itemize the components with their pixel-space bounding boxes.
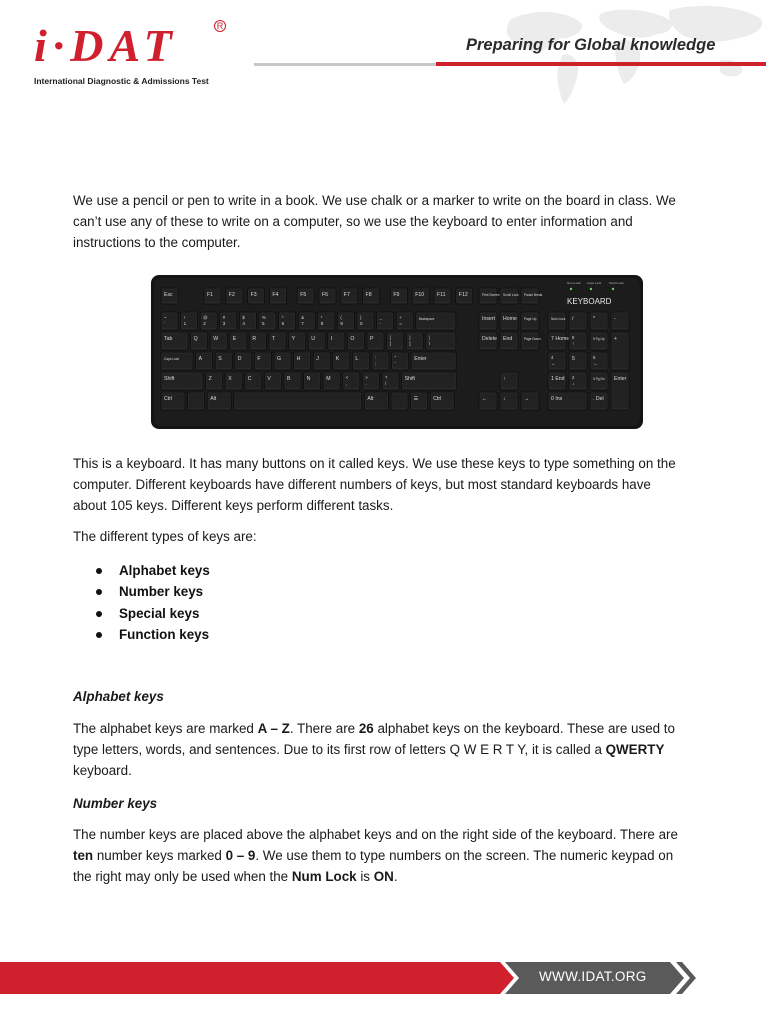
registered-mark: R [214,20,226,32]
svg-text:9 Pg Up: 9 Pg Up [593,337,605,341]
keyboard-key [188,392,205,410]
svg-text:8: 8 [320,321,324,326]
svg-text:F7: F7 [343,292,350,298]
key-types-list [96,560,210,645]
text-run-bold: QWERTY [605,741,665,757]
key-types-intro [73,527,723,548]
text-run: alphabet keys on the keyboard. These are used to [373,721,675,736]
svg-text:]: ] [409,341,411,346]
keyboard-key [382,372,399,390]
list-item [96,560,210,581]
svg-text:}: } [409,335,411,340]
svg-text:Num Lock: Num Lock [551,317,566,321]
svg-text:|: | [428,335,430,340]
svg-text:[: [ [389,341,391,346]
key-numpad [569,312,587,330]
svg-text:;: ; [375,361,377,366]
svg-text:O: O [350,336,355,342]
keyboard-key [191,332,208,350]
keyboard-key [333,352,350,370]
svg-text:Home: Home [503,316,517,322]
svg-text:Delete: Delete [482,336,497,342]
keyboard-key [298,312,315,330]
key-navigation [479,312,497,330]
svg-text:Alt: Alt [367,396,374,402]
keyboard-key [215,352,232,370]
key-types-intro-text: The different types of keys are: [73,529,257,544]
key-function [226,288,243,304]
key-numpad [548,332,569,350]
key-navigation [479,332,497,350]
svg-text:9: 9 [340,321,343,326]
keyboard-key [416,312,456,330]
svg-text:-: - [379,321,382,326]
description-line: computer. Different keyboards have different numbers of keys, but most standard keyboards have [73,476,651,492]
svg-text:Scroll Lock: Scroll Lock [503,293,519,297]
svg-text:+: + [399,315,402,320]
keyboard-key [367,332,384,350]
keyboard-key [207,392,231,410]
keyboard-key [430,392,454,410]
list-item-label: Special keys [119,605,200,621]
intro-paragraph [73,191,723,253]
svg-text:": " [394,355,397,360]
led-indicator [570,288,572,290]
keyboard-key [396,312,413,330]
list-item [96,624,210,645]
number-line [73,846,723,867]
key-function [412,288,429,304]
key-numpad [590,352,608,370]
svg-text:0: 0 [360,321,363,326]
number-keys-paragraph [73,825,723,887]
svg-text:@: @ [203,315,208,320]
svg-text:/: / [572,316,574,322]
svg-text:Print Screen: Print Screen [482,293,500,297]
keyboard-key [161,332,188,350]
svg-text:↓: ↓ [572,381,575,386]
alphabet-line [73,740,723,761]
keyboard-key [289,332,306,350]
svg-text:Enter: Enter [614,376,627,382]
svg-text:L: L [355,356,359,362]
svg-text:F1: F1 [207,292,214,298]
led-indicator [590,288,592,290]
svg-text:W: W [213,336,219,342]
header-divider-red [436,62,766,66]
svg-text:<: < [345,375,349,380]
svg-text:4: 4 [551,355,554,360]
key-esc [161,288,178,304]
alphabet-keys-heading: Alphabet keys [73,689,164,704]
key-function [341,288,358,304]
key-navigation [521,312,539,330]
svg-text:←: ← [482,396,488,402]
list-item [96,603,210,624]
list-item-label: Function keys [119,626,210,642]
keyboard-key [264,372,281,390]
svg-text::: : [375,355,377,360]
svg-text:F8: F8 [365,292,372,298]
key-numpad [590,332,608,350]
key-numpad [548,312,566,330]
svg-text:3 Pg Dn: 3 Pg Dn [593,377,605,381]
keyboard-key [161,312,178,330]
text-run-bold: 0 – 9 [225,847,256,863]
svg-text:→: → [593,361,598,366]
svg-text:Caps Lock: Caps Lock [164,357,180,361]
key-function [434,288,451,304]
svg-text:☰: ☰ [413,396,419,402]
svg-text:G: G [277,356,282,362]
number-line: The number keys are placed above the alphabet keys and on the right side of the keyboard. There are [73,827,678,842]
svg-text:=: = [399,321,402,326]
text-run: The alphabet keys are marked [73,721,258,736]
key-numpad-plus [611,332,629,370]
intro-line: instructions to the computer. [73,234,241,250]
svg-text:2: 2 [203,321,206,326]
keyboard-key [362,372,379,390]
svg-text:←: ← [551,361,556,366]
svg-text:%: % [262,315,266,320]
svg-text:0 Ins: 0 Ins [551,396,563,402]
keyboard-key [161,392,185,410]
keyboard-key [337,312,354,330]
svg-text:,: , [345,381,348,386]
svg-text:1 End: 1 End [551,376,565,382]
keyboard-key [343,372,360,390]
svg-text:Y: Y [291,336,296,342]
svg-text:>: > [365,375,368,380]
key-numpad-zero [548,392,587,410]
keyboard-key [210,332,227,350]
description-line: about 105 keys. Different keys perform different tasks. [73,497,394,513]
key-navigation [500,312,518,330]
svg-text:~: ~ [164,315,167,320]
key-arrow-down [500,392,518,410]
keyboard-key [230,332,247,350]
svg-text:T: T [272,336,276,342]
keyboard-key [234,392,362,410]
keyboard-key [364,392,388,410]
svg-text:': ' [394,361,396,366]
svg-text:↓: ↓ [503,396,506,402]
svg-text:?: ? [385,375,388,380]
keyboard-key [200,312,217,330]
intro-line: can’t use any of these to write on a computer, so we use the keyboard to enter information and [73,213,633,229]
key-numpad [548,372,566,390]
list-item [96,581,210,602]
text-run-bold: ON [373,868,394,884]
svg-text:F: F [257,356,261,362]
key-scroll-lock [500,288,519,304]
keyboard-key [392,352,409,370]
key-function [456,288,473,304]
svg-text:/: / [385,381,387,386]
keyboard-key [259,312,276,330]
svg-text:S: S [218,356,222,362]
number-keys-heading-wrap [73,794,723,815]
idat-logo[interactable] [30,18,230,88]
svg-text:8: 8 [572,335,575,340]
keyboard-key [387,332,404,350]
keyboard-key [206,372,223,390]
number-line [73,867,723,888]
key-function [319,288,336,304]
svg-text:I: I [330,336,333,342]
keyboard-key [294,352,311,370]
keyboard-key [426,332,456,350]
keyboard-key [357,312,374,330]
svg-text:7 Home: 7 Home [551,336,570,342]
svg-text:*: * [320,315,323,320]
led-label: Scroll Lock [609,281,624,285]
svg-text:→: → [524,396,530,402]
keyboard-key [181,312,198,330]
svg-text:Ctrl: Ctrl [433,396,442,402]
svg-text:Enter: Enter [414,356,427,362]
keyboard-key [235,352,252,370]
keyboard-key [411,352,456,370]
header-tagline: Preparing for Global knowledge [466,36,716,54]
keyboard-key [245,372,262,390]
svg-text:F12: F12 [458,292,468,298]
logo-subtitle: International Diagnostic & Admissions Test [34,76,209,86]
text-run: number keys marked [93,847,226,863]
svg-text:{: { [389,335,392,340]
svg-text:Alt: Alt [210,396,217,402]
svg-text:&: & [301,315,304,320]
keyboard-key [304,372,321,390]
key-numpad [611,312,629,330]
key-print-screen [479,288,500,304]
key-function [204,288,221,304]
key-arrow-up [500,372,518,390]
key-numpad-decimal [590,392,608,410]
svg-text:`: ` [164,321,166,326]
number-keys-heading: Number keys [73,796,158,811]
svg-text:^: ^ [281,315,284,320]
text-run: . There are [289,721,359,736]
key-function [248,288,265,304]
intro-line: We use a pencil or pen to write in a book. We use chalk or a marker to write on the board in class. We [73,193,676,208]
svg-text:6: 6 [593,355,596,360]
svg-text:X: X [228,376,232,382]
svg-text:V: V [267,376,271,382]
svg-text:Page Up: Page Up [524,317,537,321]
text-run: . [393,868,398,884]
svg-text:↑: ↑ [572,341,575,346]
svg-text:E: E [232,336,237,342]
svg-text:#: # [222,315,226,320]
keyboard-key [161,352,193,370]
led-label: Num Lock [567,281,581,285]
key-navigation [521,332,541,350]
led-indicator [612,288,614,290]
svg-text:↑: ↑ [503,376,506,382]
svg-text:$: $ [242,315,245,320]
keyboard-key [377,312,394,330]
svg-text:5: 5 [572,356,575,362]
text-run-bold: A – Z [257,721,290,736]
keyboard-key [347,332,364,350]
keyboard-description [73,454,723,516]
key-navigation [500,332,518,350]
svg-text:F3: F3 [250,292,257,298]
keyboard-key [318,312,335,330]
svg-text:!: ! [183,315,185,320]
keyboard-key [274,352,291,370]
key-numpad [590,372,608,390]
key-function [363,288,380,304]
keyboard-key [249,332,266,350]
keyboard-key [402,372,457,390]
bullet-icon [96,611,102,617]
svg-text:H: H [296,356,301,362]
svg-text:_: _ [379,315,382,320]
key-numpad [548,352,566,370]
key-arrow-left [479,392,497,410]
footer-banner [0,962,768,994]
key-numpad [590,312,608,330]
alphabet-line [73,719,723,740]
alphabet-line: keyboard. [73,762,132,778]
key-numpad [569,332,587,350]
key-numpad [569,372,587,390]
svg-text:\: \ [428,341,431,346]
logo-wordmark: i·DAT [34,20,178,71]
svg-text:(: ( [340,315,342,320]
svg-text:6: 6 [281,321,285,326]
svg-text:. Del: . Del [593,396,604,402]
svg-text:K: K [335,356,340,362]
footer-url-link[interactable]: WWW.IDAT.ORG [539,969,647,984]
key-numpad [569,352,587,370]
svg-text:B: B [287,376,291,382]
svg-text:F9: F9 [393,292,400,298]
text-run-bold: 26 [358,721,374,736]
keyboard-key [411,392,428,410]
alphabet-keys-paragraph [73,719,723,781]
svg-text:1: 1 [183,321,187,326]
key-arrow-right [521,392,539,410]
svg-text:Page Down: Page Down [524,337,541,341]
svg-text:P: P [370,336,374,342]
svg-text:Z: Z [208,376,212,382]
keyboard-key [284,372,301,390]
svg-text:7: 7 [301,321,304,326]
svg-text:+: + [614,336,618,342]
svg-text:3: 3 [222,321,226,326]
led-label: Caps Lock [587,281,602,285]
keyboard-key [239,312,256,330]
keyboard-brand-label: KEYBOARD [567,297,612,306]
svg-text:2: 2 [572,375,575,380]
svg-text:-: - [614,316,616,322]
world-map-background [470,0,768,110]
svg-text:C: C [247,376,252,382]
svg-text:Esc: Esc [164,292,173,298]
bullet-icon [96,568,102,574]
svg-text:*: * [593,316,596,322]
keyboard-image [151,275,643,429]
keyboard-key [254,352,271,370]
svg-text:F5: F5 [300,292,307,298]
header-divider-grey [254,63,436,66]
keyboard-key [372,352,389,370]
keyboard-key [279,312,296,330]
keyboard-key [313,352,330,370]
svg-text:D: D [237,356,242,362]
keyboard-key [328,332,345,350]
text-run: the right may only be used when the [73,868,292,884]
svg-text:F2: F2 [228,292,235,298]
keyboard-key [391,392,408,410]
key-function [390,288,407,304]
alphabet-keys-heading-wrap [73,687,723,708]
svg-text:5: 5 [262,321,265,326]
svg-text:U: U [311,336,315,342]
keyboard-key [308,332,325,350]
list-item-label: Number keys [119,584,204,600]
bullet-icon [96,632,102,638]
key-numpad-enter [611,372,629,410]
keyboard-key [323,372,340,390]
svg-text:F10: F10 [415,292,425,298]
svg-text:R: R [252,336,257,342]
svg-text:F11: F11 [437,292,446,298]
svg-text:.: . [365,381,367,386]
text-run: is [356,868,374,884]
svg-text:Pause Break: Pause Break [524,293,543,297]
svg-text:M: M [326,376,331,382]
svg-text:A: A [198,356,203,362]
svg-text:Insert: Insert [482,316,495,322]
key-function [269,288,286,304]
text-run: type letters, words, and sentences. Due to its first row of letters Q W E R T Y, it is called a [73,741,606,757]
text-run-bold: Num Lock [291,868,357,884]
svg-text:Tab: Tab [164,336,173,342]
svg-text:F6: F6 [322,292,329,298]
svg-text:Q: Q [193,336,198,342]
keyboard-key [220,312,237,330]
text-run: . We use them to type numbers on the screen. The numeric keypad on [255,847,674,863]
svg-text:Shift: Shift [164,376,175,382]
description-line: This is a keyboard. It has many buttons on it called keys. We use these keys to type something on the [73,456,676,471]
svg-text:End: End [503,336,513,342]
key-function [297,288,314,304]
list-item-label: Alphabet keys [119,563,210,578]
keyboard-key [269,332,286,350]
svg-text:J: J [316,356,319,362]
bullet-icon [96,589,102,595]
keyboard-key [406,332,423,350]
text-run-bold: ten [73,847,94,863]
keyboard-key [225,372,242,390]
keyboard-key [161,372,203,390]
keyboard-key [352,352,369,370]
svg-text:Backspace: Backspace [418,317,435,321]
svg-text:Ctrl: Ctrl [164,396,173,402]
svg-text:4: 4 [242,321,245,326]
svg-text:N: N [306,376,311,382]
svg-text:Shift: Shift [404,376,415,382]
keyboard-key [196,352,213,370]
svg-text:): ) [360,315,362,320]
svg-text:F4: F4 [272,292,279,298]
